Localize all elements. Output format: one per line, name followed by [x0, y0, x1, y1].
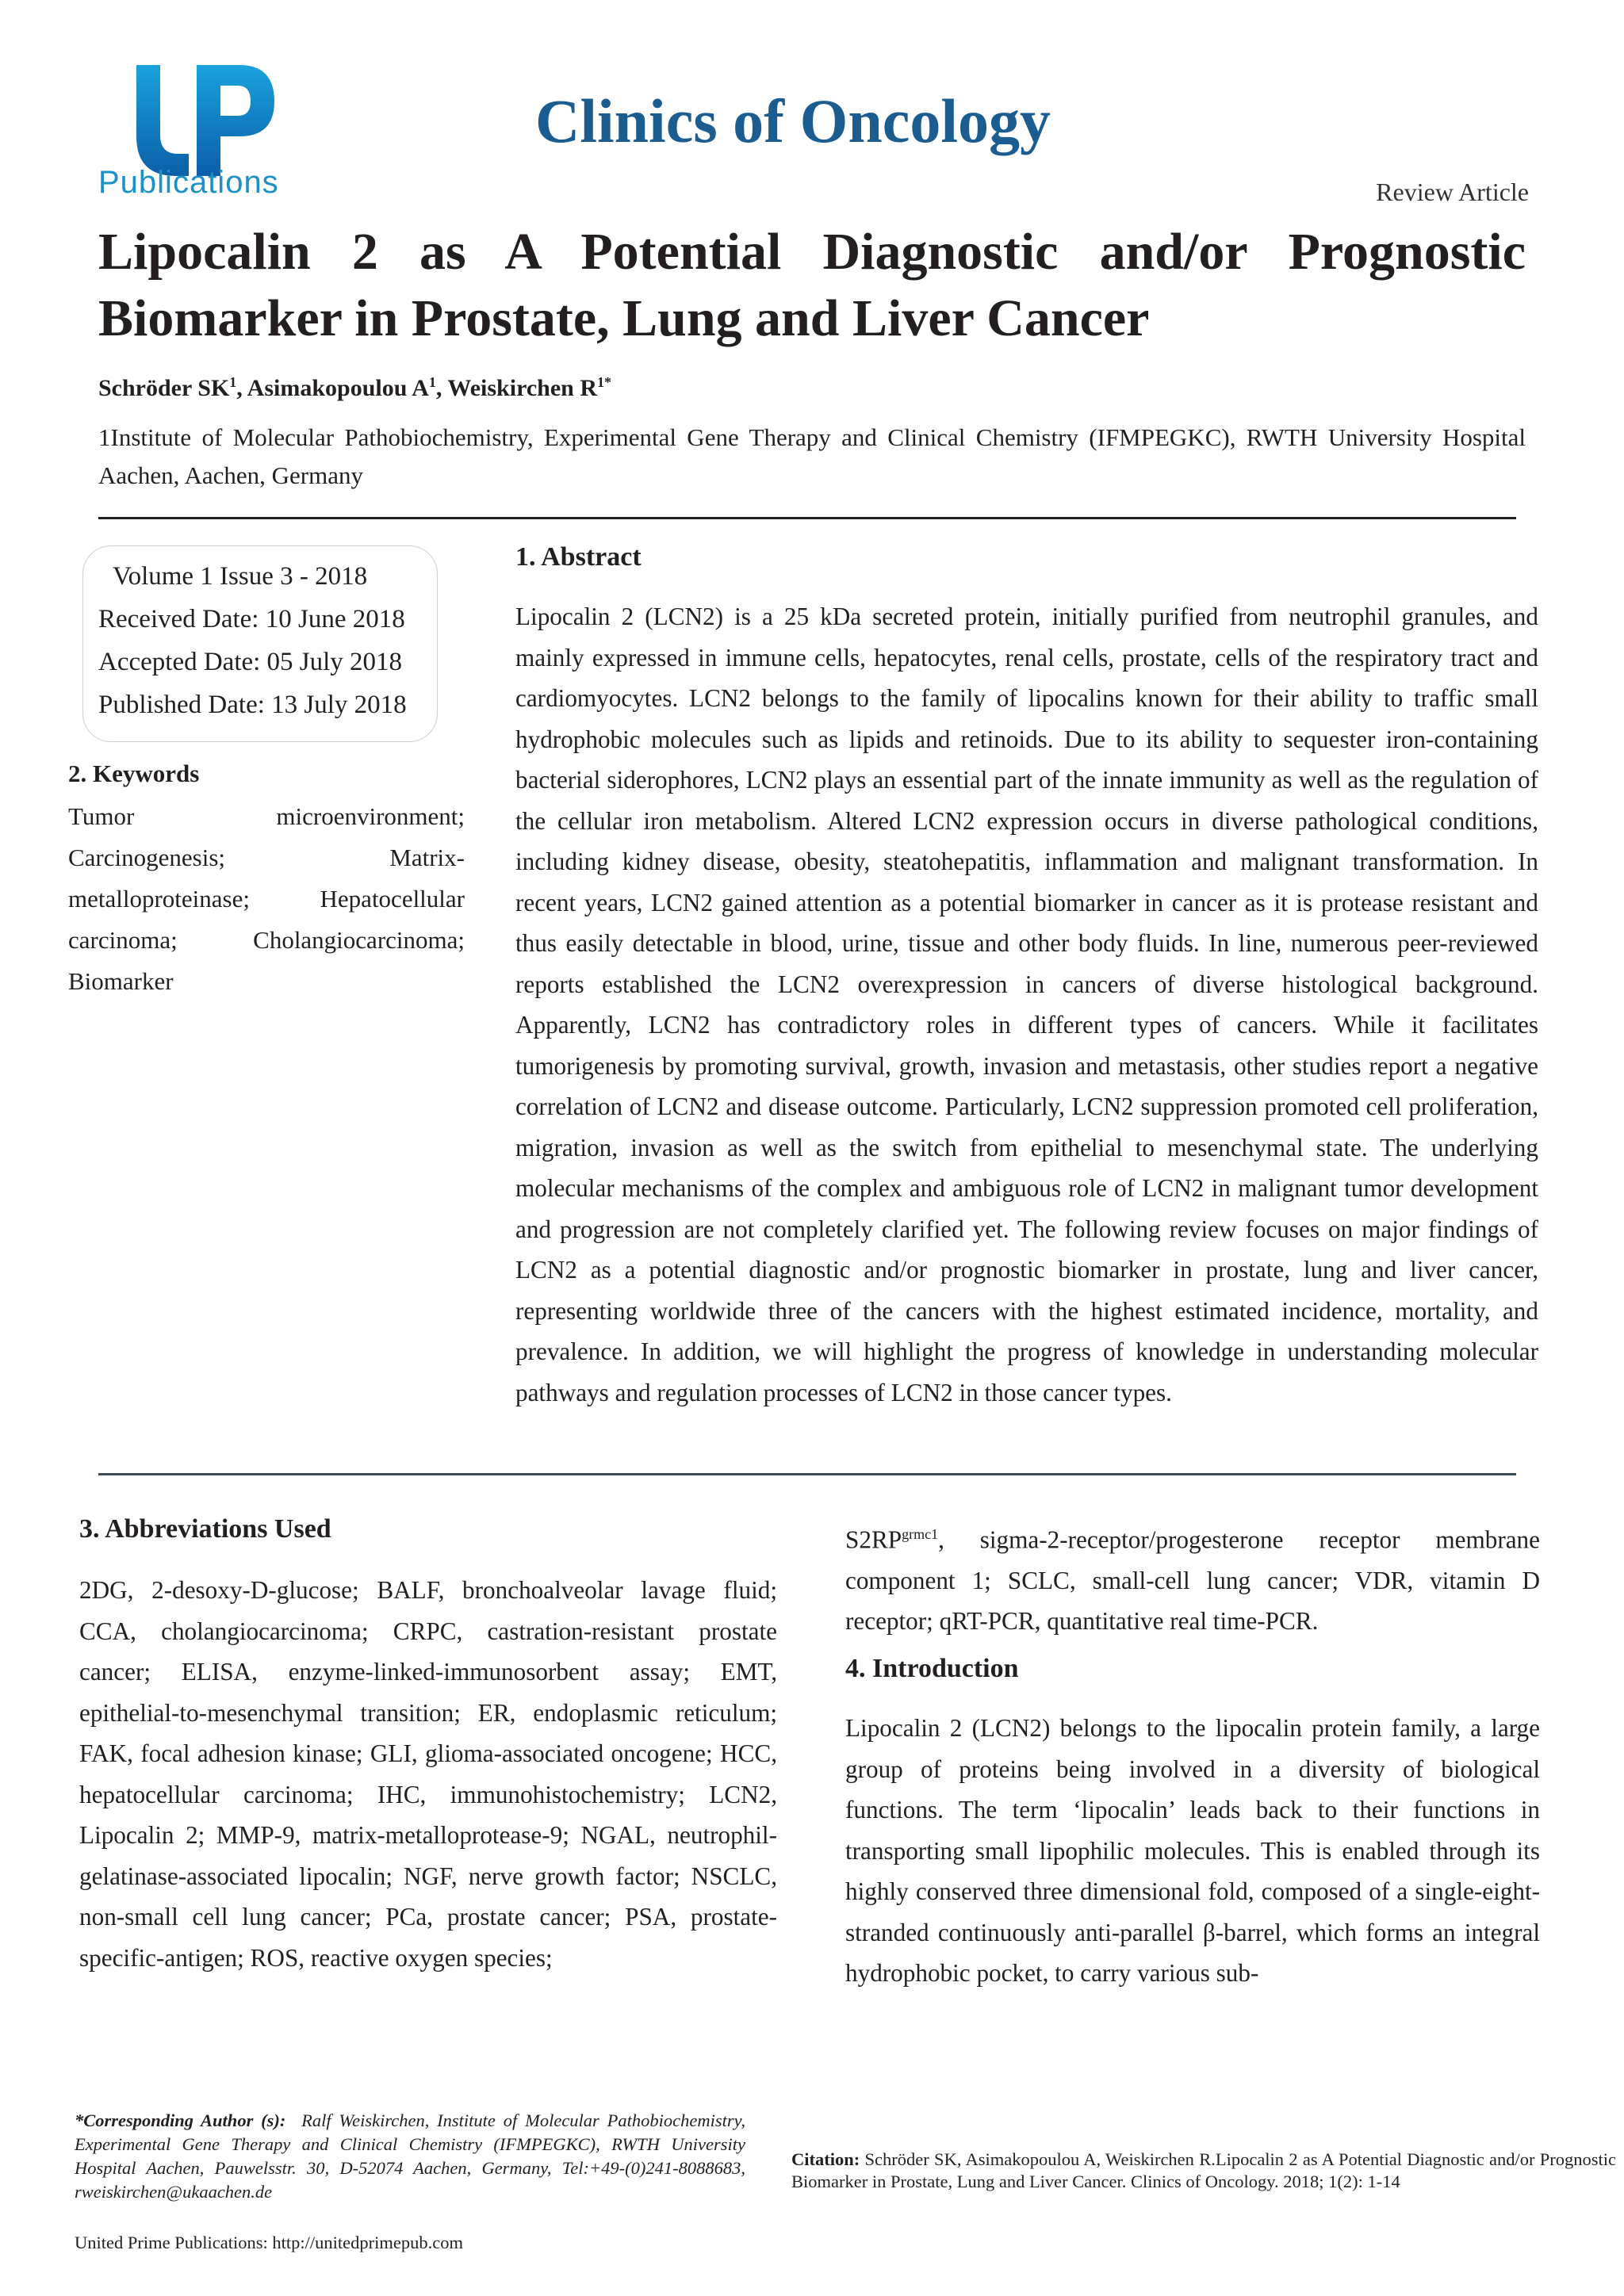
publisher-site[interactable]: United Prime Publications: http://unitedprimepub.com	[75, 2233, 463, 2252]
authors	[98, 374, 611, 402]
published-date: Published Date: 13 July 2018	[98, 691, 407, 719]
author-2-sup: 1	[428, 374, 436, 390]
affiliation: 1Institute of Molecular Pathobiochemistry, Experimental Gene Therapy and Clinical Chemistry (IFMPEGKC), RWTH University Hospital Aachen, Aachen, Germany	[98, 423, 1526, 489]
keywords-text: Tumor microenvironment; Carcinogenesis; Matrix-metalloproteinase; Hepatocellular carcinoma; Cholangiocarcinoma; Biomarker	[68, 802, 465, 995]
divider-middle	[98, 1473, 1516, 1475]
dates	[98, 555, 407, 726]
article-type: Review Article	[1376, 178, 1529, 206]
author-3: Weiskirchen R	[447, 375, 598, 401]
author-3-sup: 1*	[597, 374, 612, 390]
author-2: Asimakopoulou A	[247, 375, 429, 401]
citation-text: Schröder SK, Asimakopoulou A, Weiskirchen R.Lipocalin 2 as A Potential Diagnostic and/or Prognostic Biomarker in Prostate, Lung and Liver Cancer. Clinics of Oncology. 2018; 1(2): 1-14	[791, 2149, 1617, 2191]
journal-title: Clinics of Oncology	[534, 86, 1051, 155]
volume-issue: Volume 1 Issue 3 - 2018	[113, 562, 368, 591]
introduction-text: Lipocalin 2 (LCN2) belongs to the lipocalin protein family, a large group of proteins being involved in a diversity of biological functions. The term ‘lipocalin’ leads back to their functions in transporting small lipophilic molecules. This is enabled through its highly conserved three dimensional fold, composed of a single-eight-stranded continuously anti-parallel β-barrel, which forms an integral hydrophobic pocket, to carry various sub-	[845, 1714, 1540, 1987]
keywords-heading: 2. Keywords	[68, 760, 200, 787]
paper-title: Lipocalin 2 as A Potential Diagnostic and/or Prognostic Biomarker in Prostate, Lung and Liver Cancer	[98, 223, 1526, 347]
abbr-cont-prefix: S2RP	[845, 1525, 902, 1554]
abstract-text: Lipocalin 2 (LCN2) is a 25 kDa secreted protein, initially purified from neutrophil granules, and mainly expressed in immune cells, hepatocytes, renal cells, prostate, cells of the respiratory tract and cardiomyocytes. LCN2 belongs to the family of lipocalins known for their ability to traffic small hydrophobic molecules such as lipids and retinoids. Due to its ability to sequester iron-containing bacterial siderophores, LCN2 plays an essential part of the innate immunity as well as the regulation of the cellular iron metabolism. Altered LCN2 expression occurs in diverse pathological conditions, including kidney disease, obesity, steatohepatitis, inflammation and malignant transformation. In recent years, LCN2 gained attention as a potential biomarker in cancer as it is protease resistant and thus easily detectable in blood, urine, tissue and other body fluids. In line, numerous peer-reviewed reports established the LCN2 overexpression in cancers of diverse histological background. Apparently, LCN2 has contradictory roles in different types of cancers. While it facilitates tumorigenesis by promoting survival, growth, invasion and metastasis, other studies report a negative correlation of LCN2 and disease outcome. Particularly, LCN2 suppression promoted cell proliferation, migration, invasion as well as the switch from epithelial to mesenchymal state. The underlying molecular mechanisms of the complex and ambiguous role of LCN2 in malignant tumor development and progression are not completely clarified yet. The following review focuses on major findings of LCN2 as a potential diagnostic and/or prognostic biomarker in prostate, lung and liver cancer, representing worldwide three of the cancers with the highest estimated incidence, mortality, and prevalence. In addition, we will highlight the progress of knowledge in understanding molecular pathways and regulation processes of LCN2 in those cancer types.	[515, 603, 1538, 1406]
abbreviations-heading: 3. Abbreviations Used	[79, 1514, 331, 1544]
citation-label: Citation:	[791, 2149, 860, 2169]
corresponding-author	[75, 2109, 745, 2204]
author-separator: ,	[236, 375, 247, 401]
abstract-heading: 1. Abstract	[515, 542, 642, 572]
author-1-sup: 1	[229, 374, 237, 390]
logo-text: Publications	[98, 165, 279, 200]
abbreviations-continued	[845, 1514, 1540, 1642]
divider-top	[98, 517, 1516, 519]
corr-label: *Corresponding Author (s):	[75, 2110, 286, 2130]
author-1: Schröder SK	[98, 375, 230, 401]
corr-text: Ralf Weiskirchen, Institute of Molecular Pathobiochemistry, Experimental Gene Therapy and Clinical Chemistry (IFMPEGKC), RWTH University Hospital Aachen, Pauwelsstr. 30, D-52074 Aachen, Germany, Tel:+49-(0)241-8088683, rweiskirchen@ukaachen.de	[75, 2110, 745, 2202]
abbr-cont-sup: grmc1	[902, 1526, 939, 1542]
accepted-date: Accepted Date: 05 July 2018	[98, 648, 403, 676]
abbreviations-text: 2DG, 2-desoxy-D-glucose; BALF, bronchoalveolar lavage fluid; CCA, cholangiocarcinoma; CRPC, castration-resistant prostate cancer; ELISA, enzyme-linked-immunosorbent assay; EMT, epithelial-to-mesenchymal transition; ER, endoplasmic reticulum; FAK, focal adhesion kinase; GLI, glioma-associated oncogene; HCC, hepatocellular carcinoma; IHC, immunohistochemistry; LCN2, Lipocalin 2; MMP-9, matrix-metalloprotease-9; NGAL, neutrophil-gelatinase-associated lipocalin; NGF, nerve growth factor; NSCLC, non-small cell lung cancer; PCa, prostate cancer; PSA, prostate-specific-antigen; ROS, reactive oxygen species;	[79, 1576, 777, 1972]
abbr-cont-text: , sigma-2-receptor/progesterone receptor membrane component 1; SCLC, small-cell lung cancer; VDR, vitamin D receptor; qRT-PCR, quantitative real time-PCR.	[845, 1525, 1540, 1636]
received-date: Received Date: 10 June 2018	[98, 605, 405, 633]
introduction-heading: 4. Introduction	[845, 1654, 1019, 1683]
author-separator: ,	[435, 375, 448, 401]
citation	[791, 2149, 1616, 2193]
